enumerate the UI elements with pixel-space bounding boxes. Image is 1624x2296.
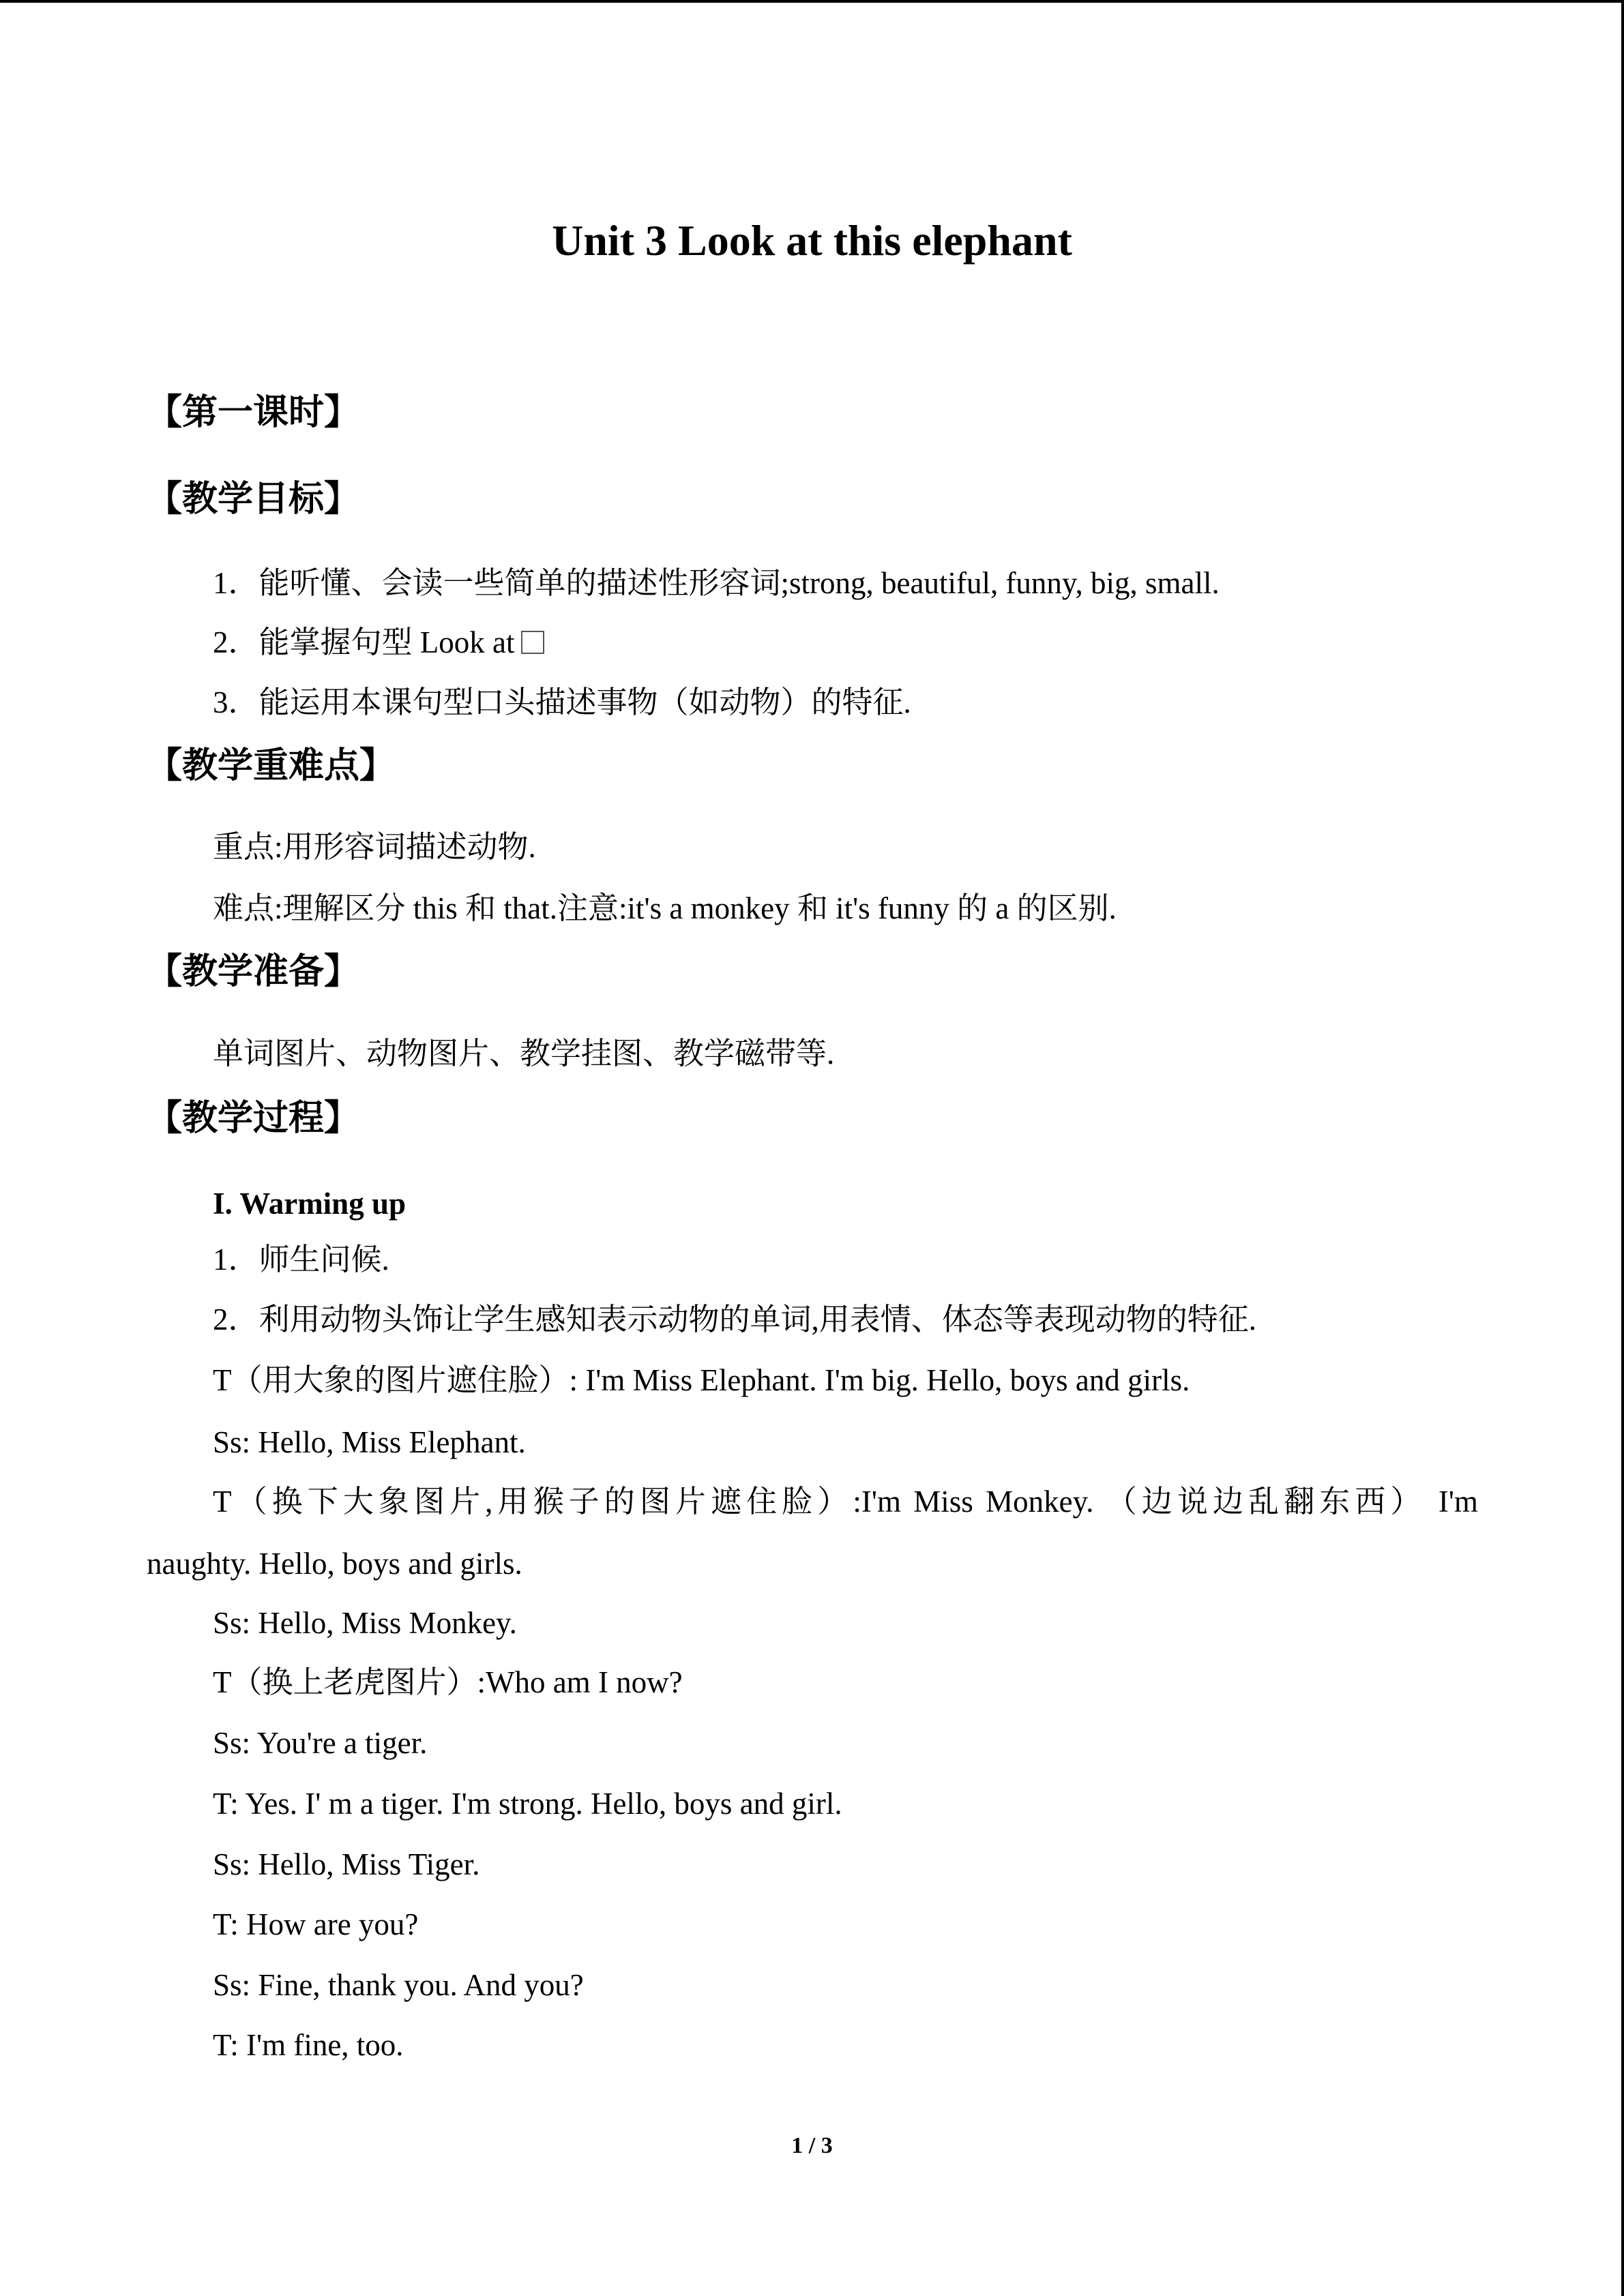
key-point-difficult: 难点:理解区分 this 和 that.注意:it's a monkey 和 it's funny 的 a 的区别. xyxy=(213,891,1117,925)
heading-key-points: 【教学重难点】 xyxy=(147,745,396,786)
heading-process: 【教学过程】 xyxy=(147,1098,360,1139)
process-line: T: Yes. I' m a tiger. I'm strong. Hello, boys and girl. xyxy=(213,1787,842,1821)
objective-item-3: 3．能运用本课句型口头描述事物（如动物）的特征. xyxy=(213,685,911,719)
preparation-text: 单词图片、动物图片、教学挂图、教学磁带等. xyxy=(213,1037,835,1071)
objective-item-1: 1．能听懂、会读一些简单的描述性形容词;strong, beautiful, funny, big, small. xyxy=(213,566,1220,600)
process-line: T: I'm fine, too. xyxy=(213,2028,404,2062)
process-line: Ss: Hello, Miss Monkey. xyxy=(213,1606,517,1640)
key-point-main: 重点:用形容词描述动物. xyxy=(213,830,536,864)
process-line: 1．师生问候. xyxy=(213,1242,389,1277)
heading-lesson: 【第一课时】 xyxy=(147,392,360,433)
page-border-top xyxy=(0,0,1624,3)
process-line: T: How are you? xyxy=(213,1907,419,1941)
heading-preparation: 【教学准备】 xyxy=(147,951,360,992)
process-line: Ss: Fine, thank you. And you? xyxy=(213,1968,584,2002)
process-line: T（换下大象图片,用猴子的图片遮住脸）:I'm Miss Monkey. （边说边乱翻东西） I'm xyxy=(213,1485,1478,1519)
process-line: 2．利用动物头饰让学生感知表示动物的单词,用表情、体态等表现动物的特征. xyxy=(213,1302,1257,1337)
process-line: Ss: You're a tiger. xyxy=(213,1726,428,1760)
heading-objectives: 【教学目标】 xyxy=(147,479,360,520)
process-line: T（用大象的图片遮住脸）: I'm Miss Elephant. I'm big. Hello, boys and girls. xyxy=(213,1363,1190,1397)
process-line: Ss: Hello, Miss Tiger. xyxy=(213,1847,480,1881)
document-title: Unit 3 Look at this elephant xyxy=(552,216,1072,265)
objective-item-2-text: 2．能掌握句型 Look at xyxy=(213,625,515,659)
page-number: 1 / 3 xyxy=(791,2133,833,2158)
placeholder-box-icon xyxy=(521,631,544,654)
objective-item-2 xyxy=(213,621,544,664)
process-line-continued: naughty. Hello, boys and girls. xyxy=(147,1547,522,1581)
page-border-right xyxy=(1621,0,1624,2296)
process-line: T（换上老虎图片）:Who am I now? xyxy=(213,1665,683,1699)
process-line: Ss: Hello, Miss Elephant. xyxy=(213,1425,526,1459)
section-title-warming-up: I. Warming up xyxy=(213,1187,407,1221)
